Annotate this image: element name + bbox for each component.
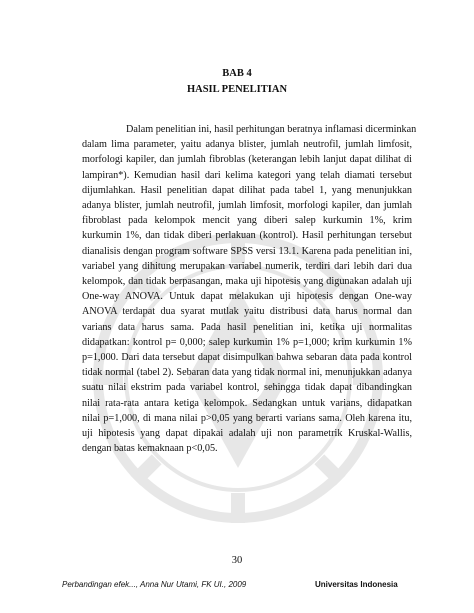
chapter-number: BAB 4 bbox=[222, 68, 252, 79]
chapter-title: HASIL PENELITIAN bbox=[186, 84, 288, 95]
body-line: fibroblast pada kelompok mencit yang diberi salep kurkumin 1%, krim bbox=[82, 215, 412, 227]
body-line: kurkumin 1%, dan tidak diberi perlakuan (kontrol). Hasil perhitungan tersebut bbox=[82, 230, 412, 242]
page-number: 30 bbox=[231, 555, 243, 566]
footer-citation: Perbandingan efek..., Anna Nur Utami, FK UI., 2009 bbox=[62, 580, 247, 589]
body-line: adanya blister, jumlah neutrofil, jumlah limfosit, morfologi kapiler, dan jumlah bbox=[82, 200, 412, 212]
body-line: uji hipotesis yang dapat dipakai adalah uji non parametrik Kruskal-Wallis, bbox=[82, 428, 412, 440]
body-line: lampiran*). Kemudian hasil dari kelima kategori yang telah diamati tersebut bbox=[82, 169, 412, 181]
body-line: dianalisis dengan program software SPSS versi 13.1. Karena pada penelitian ini, bbox=[82, 245, 412, 257]
body-line: tidak normal (tabel 2). Sebaran data yang tidak normal ini, menunjukkan adanya bbox=[82, 367, 412, 379]
body-line: One-way ANOVA. Untuk dapat melakukan uji hipotesis dengan One-way bbox=[82, 291, 412, 303]
body-line: variabel yang dihitung merupakan variabel numerik, terdiri dari lebih dari dua bbox=[82, 260, 412, 272]
body-line: dalam lima parameter, yaitu adanya blister, jumlah neutrofil, jumlah limfosit, bbox=[82, 139, 412, 151]
footer-institution: Universitas Indonesia bbox=[315, 580, 398, 589]
body-line: didapatkan: kontrol p= 0,000; salep kurkumin 1% p=1,000; krim kurkumin 1% bbox=[82, 336, 412, 348]
body-line: morfologi kapiler, dan jumlah fibroblas (keterangan lebih lanjut dapat dilihat di bbox=[82, 154, 412, 166]
body-line: ANOVA terdapat dua syarat mutlak yaitu distribusi data harus normal dan bbox=[82, 306, 412, 318]
body-line: nilai rata-rata antara ketiga kelompok. Sedangkan untuk varians, didapatkan bbox=[82, 397, 412, 409]
body-line: dijumlahkan. Hasil penelitian dapat dilihat pada tabel 1, yang menunjukkan bbox=[82, 184, 412, 196]
body-line: varians data harus sama. Pada hasil penelitian ini, ketika uji normalitas bbox=[82, 321, 412, 333]
body-line: kelompok, dan tidak berpasangan, maka uji hipotesis yang digunakan adalah uji bbox=[82, 276, 412, 288]
body-line: dengan batas kemaknaan p<0,05. bbox=[82, 443, 218, 455]
body-line: nilai p=1,000, di mana nilai p>0,05 yang berarti varians sama. Oleh karena itu, bbox=[82, 412, 412, 424]
body-line: Dalam penelitian ini, hasil perhitungan beratnya inflamasi dicerminkan bbox=[126, 124, 417, 135]
body-line: suatu nilai ekstrim pada variabel kontrol, sehingga tidak dapat dibandingkan bbox=[82, 382, 412, 394]
body-paragraph bbox=[82, 122, 417, 456]
body-line: p=1,000. Dari data tersebut dapat disimpulkan bahwa sebaran data pada kontrol bbox=[82, 352, 412, 364]
